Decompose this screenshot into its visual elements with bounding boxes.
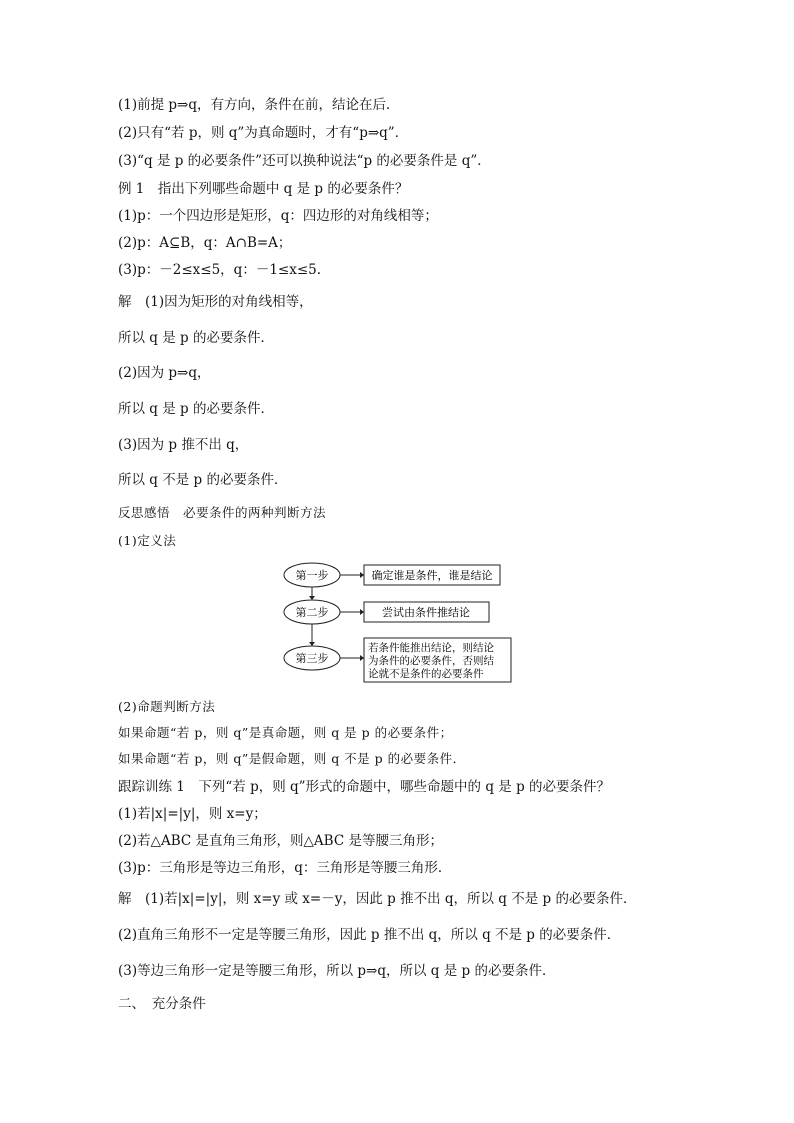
example-1-title: 例 1 指出下列哪些命题中 q 是 p 的必要条件？ — [118, 181, 409, 197]
practice-1-title: 跟踪训练 1 下列“若 p，则 q”形式的命题中，哪些命题中的 q 是 p 的必要条件？ — [118, 779, 610, 795]
note-1: (1)前提 p⇒q，有方向，条件在前，结论在后． — [118, 97, 400, 113]
practice-1-solution-3: (3)等边三角形一定是等腰三角形，所以 p⇒q，所以 q 是 p 的必要条件． — [118, 963, 556, 979]
flow-connector-head-1 — [360, 572, 364, 578]
example-1-item-3: (3)p：－2≤x≤5，q：－1≤x≤5. — [118, 262, 322, 278]
flow-step-3-label: 第三步 — [295, 652, 329, 665]
flow-box-3-text-1: 若条件能推出结论，则结论 — [368, 642, 494, 654]
flow-step-2-label: 第二步 — [295, 606, 329, 619]
section-2-title: 二、 充分条件 — [118, 996, 206, 1012]
example-1-solution-3: (2)因为 p⇒q， — [118, 365, 211, 381]
example-1-solution-2: 所以 q 是 p 的必要条件． — [118, 330, 274, 346]
flow-box-1-text: 确定谁是条件，谁是结论 — [371, 569, 493, 582]
note-3: (3)“q 是 p 的必要条件”还可以换种说法“p 的必要条件是 q”． — [118, 153, 491, 169]
example-1-solution-1: 解 (1)因为矩形的对角线相等， — [118, 294, 313, 310]
note-2: (2)只有“若 p，则 q”为真命题时，才有“p⇒q”． — [118, 125, 409, 141]
example-1-solution-5: (3)因为 p 推不出 q， — [118, 437, 249, 453]
practice-1-item-3: (3)p：三角形是等边三角形，q：三角形是等腰三角形． — [118, 860, 452, 876]
flow-connector-head-3 — [360, 655, 364, 661]
method-2-line-2: 如果命题“若 p，则 q”是假命题，则 q 不是 p 的必要条件． — [118, 751, 466, 766]
reflection-heading: 反思感悟 必要条件的两种判断方法 — [118, 505, 327, 520]
practice-1-solution-1: 解 (1)若|x|=|y|，则 x=y 或 x=－y，因此 p 推不出 q，所以 q 不是 p 的必要条件． — [118, 891, 637, 907]
flow-box-2-text: 尝试由条件推结论 — [382, 606, 470, 619]
method-2-label: (2)命题判断方法 — [118, 699, 216, 714]
flow-arrowhead-2-3 — [309, 642, 315, 646]
example-1-item-1: (1)p：一个四边形是矩形，q：四边形的对角线相等； — [118, 208, 438, 224]
flow-box-3-text-3: 论就不是条件的必要条件 — [368, 668, 484, 680]
flow-step-1-label: 第一步 — [295, 569, 329, 582]
example-1-solution-6: 所以 q 不是 p 的必要条件． — [118, 472, 288, 488]
method-1-label: (1)定义法 — [118, 533, 177, 548]
method-2-line-1: 如果命题“若 p，则 q”是真命题，则 q 是 p 的必要条件； — [118, 725, 453, 740]
practice-1-solution-2: (2)直角三角形不一定是等腰三角形，因此 p 推不出 q，所以 q 不是 p 的必要条件． — [118, 927, 621, 943]
practice-1-item-1: (1)若|x|=|y|，则 x=y； — [118, 806, 267, 822]
flow-box-3-text-2: 为条件的必要条件，否则结 — [368, 655, 494, 667]
example-1-solution-4: 所以 q 是 p 的必要条件． — [118, 401, 274, 417]
flow-connector-head-2 — [360, 609, 364, 615]
practice-1-item-2: (2)若△ABC 是直角三角形，则△ABC 是等腰三角形； — [118, 833, 443, 849]
flow-arrowhead-1-2 — [309, 596, 315, 600]
example-1-item-2: (2)p：A⊆B，q：A∩B=A； — [118, 235, 292, 251]
